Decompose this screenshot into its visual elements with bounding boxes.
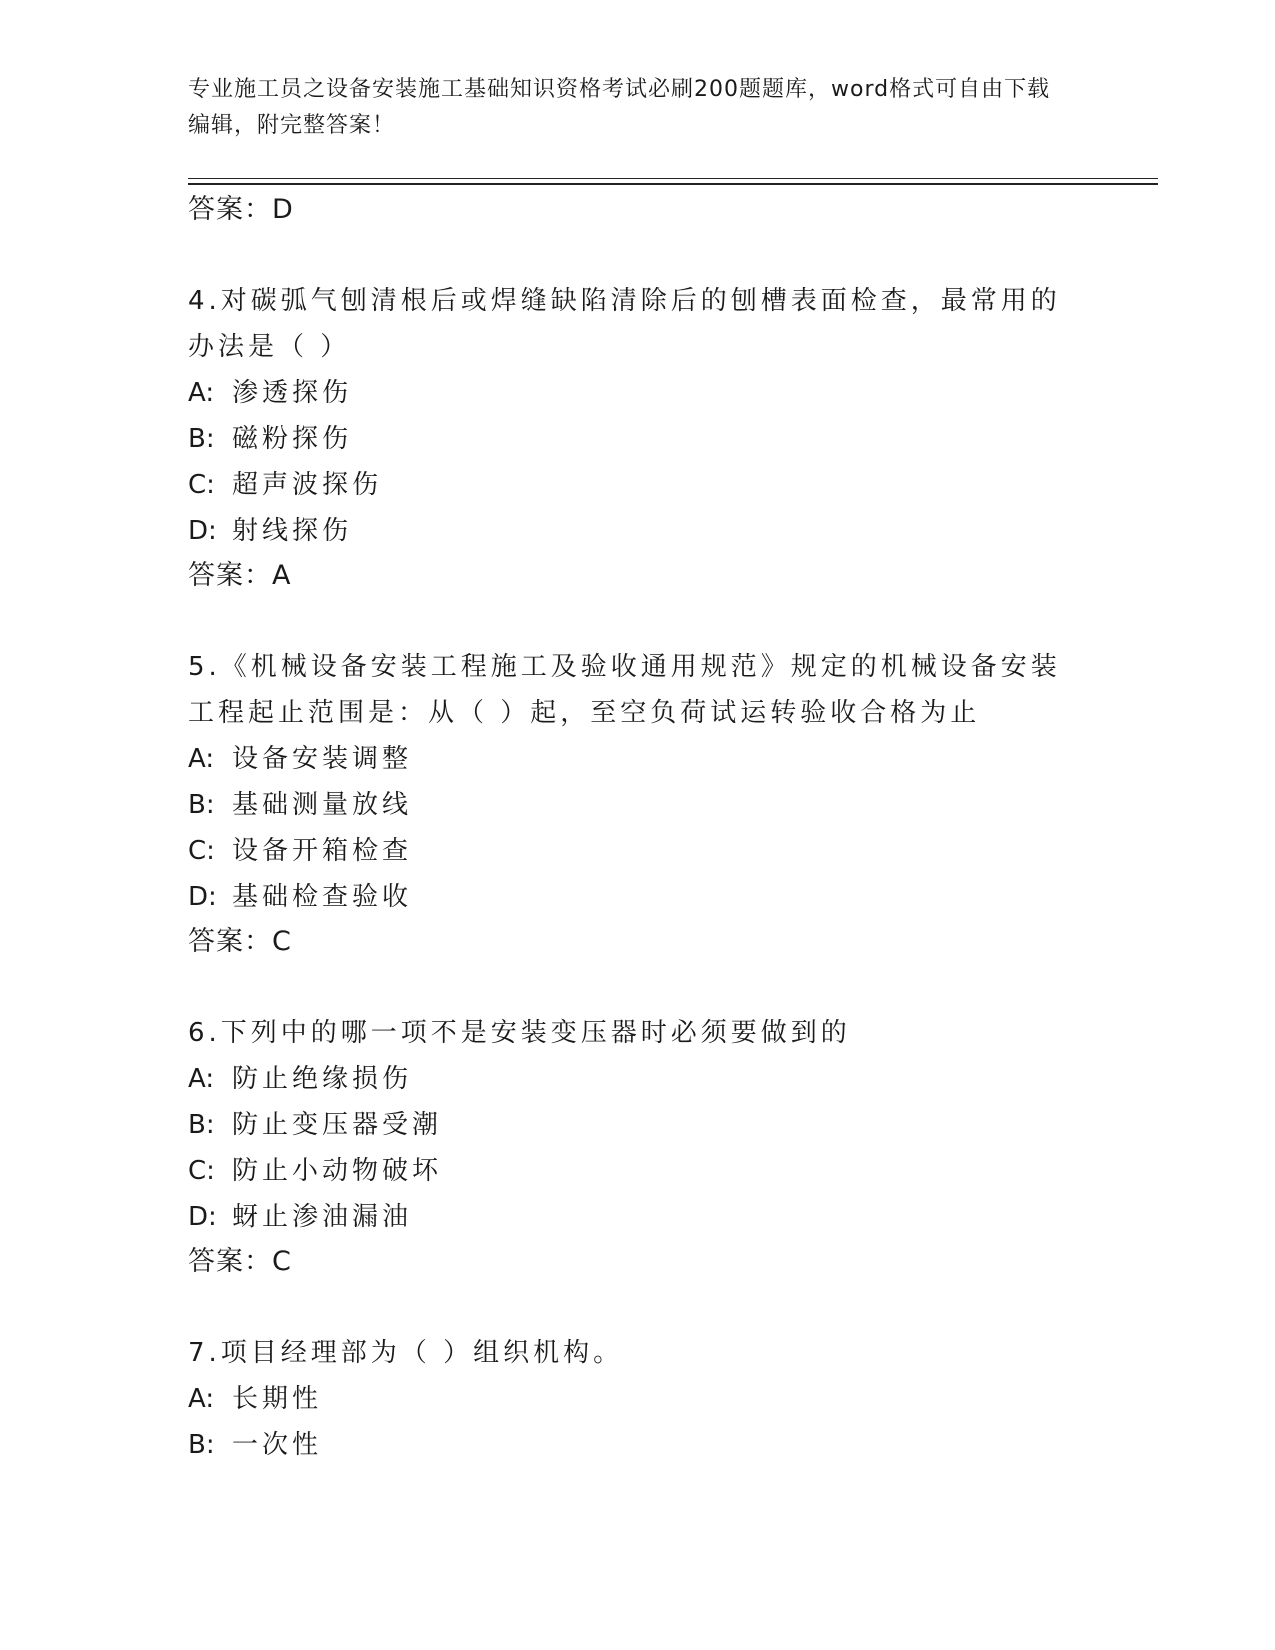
option-b [188,782,1068,828]
option-text: 设备安装调整 [232,744,413,774]
option-letter: C: [188,836,215,866]
option-c [188,828,1068,874]
question-stem: 4.对碳弧气刨清根后或焊缝缺陷清除后的刨槽表面检查，最常用的办法是（ ） [188,286,1061,362]
option-letter: D: [188,882,217,912]
question-item [188,278,1068,598]
option-d [188,508,1068,554]
option-letter: A: [188,1384,215,1414]
option-text: 防止绝缘损伤 [232,1064,413,1094]
option-d [188,1194,1068,1240]
question-stem: 6.下列中的哪一项不是安装变压器时必须要做到的 [188,1018,851,1048]
option-text: 基础检查验收 [232,882,413,912]
document-title: 专业施工员之设备安装施工基础知识资格考试必刷200题题库，word格式可自由下载编辑，附完整答案！ [188,77,1051,138]
option-text: 防止小动物破坏 [232,1156,443,1186]
option-b [188,416,1068,462]
option-text: 防止变压器受潮 [232,1110,443,1140]
option-b [188,1422,1068,1468]
option-d [188,874,1068,920]
answer-line: 答案：D [188,194,294,225]
option-c [188,1148,1068,1194]
option-a [188,370,1068,416]
answer-line: 答案：A [188,560,292,591]
option-letter: C: [188,470,215,500]
option-letter: D: [188,516,217,546]
option-text: 超声波探伤 [232,470,383,500]
option-letter: B: [188,1430,215,1460]
option-text: 长期性 [232,1384,323,1414]
document-header [188,72,1068,144]
answer-line: 答案：C [188,926,292,957]
header-divider-top [188,178,1158,179]
option-letter: B: [188,1110,215,1140]
option-b [188,1102,1068,1148]
option-text: 渗透探伤 [232,378,353,408]
option-letter: A: [188,744,215,774]
option-letter: A: [188,1064,215,1094]
option-a [188,1056,1068,1102]
option-text: 基础测量放线 [232,790,413,820]
option-c [188,462,1068,508]
answer-line: 答案：C [188,1246,292,1277]
header-divider-bottom [188,183,1158,185]
question-item [188,1010,1068,1284]
option-letter: D: [188,1202,217,1232]
option-a [188,736,1068,782]
option-text: 磁粉探伤 [232,424,353,454]
option-text: 射线探伤 [232,516,353,546]
option-text: 一次性 [232,1430,323,1460]
question-stem: 5.《机械设备安装工程施工及验收通用规范》规定的机械设备安装工程起止范围是：从（ ）起，至空负荷试运转验收合格为止 [188,652,1061,728]
question-list [188,188,1068,1468]
option-letter: A: [188,378,215,408]
option-text: 设备开箱检查 [232,836,413,866]
option-text: 蚜止渗油漏油 [232,1202,413,1232]
question-item [188,1330,1068,1468]
option-letter: B: [188,790,215,820]
question-item [188,644,1068,964]
option-letter: C: [188,1156,215,1186]
question-stem: 7.项目经理部为（ ）组织机构。 [188,1338,624,1368]
option-a [188,1376,1068,1422]
option-letter: B: [188,424,215,454]
